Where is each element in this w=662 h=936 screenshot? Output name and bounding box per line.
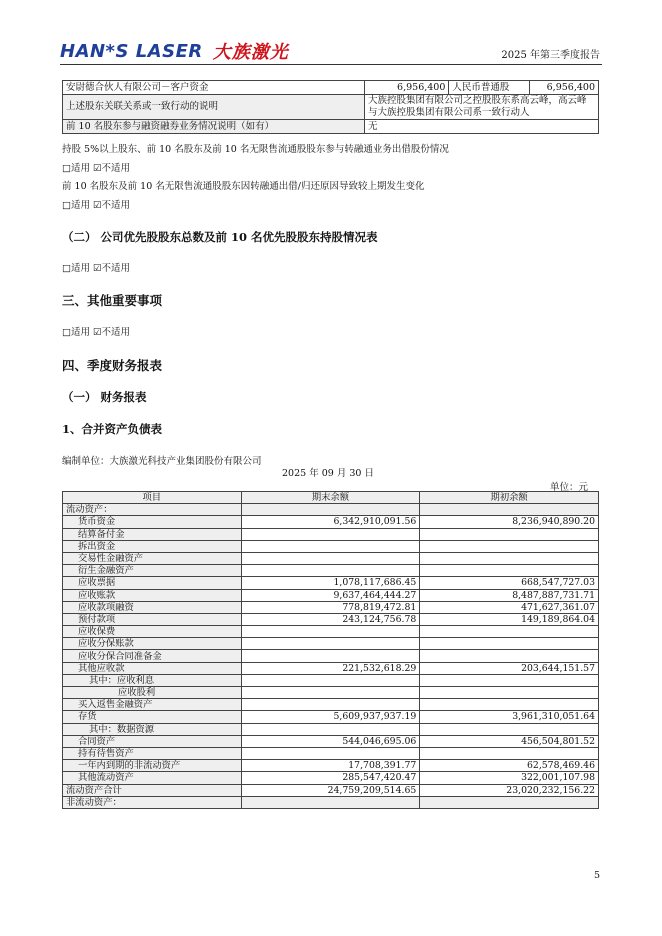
end-balance: 285,547,420.47: [241, 772, 420, 784]
end-balance: [241, 528, 420, 540]
table-row: [63, 626, 599, 638]
end-balance: [241, 626, 420, 638]
row-label: 应收款项融资: [63, 601, 242, 613]
row-label: 一年内到期的非流动资产: [63, 760, 242, 772]
begin-balance: [420, 699, 599, 711]
end-balance: [241, 699, 420, 711]
column-header: 项目: [63, 492, 242, 504]
table-row: [63, 540, 599, 552]
row-label: 其他应收款: [63, 662, 242, 674]
table-row: [63, 662, 599, 674]
paragraph: 前 10 名股东及前 10 名无限售流通股股东因转融通出借/归还原因导致较上期发生变化: [62, 181, 425, 192]
row-label: 买入返售金融资产: [63, 699, 242, 711]
table-row: [63, 638, 599, 650]
end-balance: [241, 552, 420, 564]
table-row: [63, 504, 599, 516]
table-header-row: [63, 492, 599, 504]
table-row: [63, 650, 599, 662]
table-row: [63, 772, 599, 784]
begin-balance: 471,627,361.07: [420, 601, 599, 613]
end-balance: 243,124,756.78: [241, 613, 420, 625]
logo-text-cn: 大族激光: [212, 42, 289, 63]
row-label: 衍生金融资产: [63, 565, 242, 577]
begin-balance: 8,487,887,731.71: [420, 589, 599, 601]
table-row: [63, 747, 599, 759]
applicability-check: □适用 ☑不适用: [62, 163, 131, 174]
end-balance: 9,637,464,444.27: [241, 589, 420, 601]
begin-balance: 149,189,864.04: [420, 613, 599, 625]
balance-sheet-table: [62, 491, 599, 809]
row-label: 应收分保合同准备金: [63, 650, 242, 662]
begin-balance: [420, 638, 599, 650]
row-label: 结算备付金: [63, 528, 242, 540]
end-balance: [241, 747, 420, 759]
begin-balance: [420, 540, 599, 552]
end-balance: [241, 650, 420, 662]
shareholder-shares: 6,956,400: [364, 81, 448, 95]
end-balance: [241, 540, 420, 552]
section-heading: 1、合并资产负债表: [62, 422, 163, 436]
begin-balance: 23,020,232,156.22: [420, 784, 599, 796]
end-balance: [241, 638, 420, 650]
table-row: [63, 784, 599, 796]
row-label: 合同资产: [63, 735, 242, 747]
table-row: [63, 516, 599, 528]
end-balance: [241, 723, 420, 735]
row-label: 流动资产：: [63, 504, 242, 516]
margin-label: 前 10 名股东参与融资融券业务情况说明（如有）: [63, 120, 365, 134]
table-row: [63, 723, 599, 735]
row-label: 应收账款: [63, 589, 242, 601]
applicability-check: □适用 ☑不适用: [62, 263, 131, 274]
share-qty: 6,956,400: [530, 81, 599, 95]
begin-balance: [420, 528, 599, 540]
relation-value: 大族控股集团有限公司之控股股东系高云峰，高云峰与大族控股集团有限公司系一致行动人: [364, 95, 598, 120]
table-row: [63, 601, 599, 613]
begin-balance: [420, 723, 599, 735]
table-row: [63, 735, 599, 747]
page-number: 5: [593, 870, 600, 881]
report-title: 2025 年第三季度报告: [501, 50, 600, 61]
row-label: 应收股利: [63, 687, 242, 699]
end-balance: 221,532,618.29: [241, 662, 420, 674]
table-row: [63, 552, 599, 564]
row-label: 交易性金融资产: [63, 552, 242, 564]
logo-text-en: HAN*S LASER: [60, 40, 203, 62]
row-label: 非流动资产：: [63, 796, 242, 808]
row-label: 流动资产合计: [63, 784, 242, 796]
end-balance: [241, 687, 420, 699]
paragraph: 持股 5%以上股东、前 10 名股东及前 10 名无限售流通股股东参与转融通业务出借股份情况: [62, 144, 449, 155]
share-type: 人民币普通股: [449, 81, 530, 95]
end-balance: 17,708,391.77: [241, 760, 420, 772]
begin-balance: 203,644,151.57: [420, 662, 599, 674]
begin-balance: [420, 650, 599, 662]
row-label: 其中：数据资源: [63, 723, 242, 735]
row-label: 其中：应收利息: [63, 674, 242, 686]
company-logo: [60, 38, 289, 64]
end-balance: [241, 796, 420, 808]
currency-unit: 单位：元: [549, 482, 588, 493]
compiler-unit: 编制单位：大族激光科技产业集团股份有限公司: [62, 456, 262, 467]
end-balance: 5,609,937,937.19: [241, 711, 420, 723]
begin-balance: [420, 674, 599, 686]
table-row: [63, 120, 599, 134]
table-row: [63, 565, 599, 577]
section-heading: 四、季度财务报表: [62, 358, 163, 373]
section-heading: 三、其他重要事项: [62, 293, 163, 308]
table-row: [63, 81, 599, 95]
begin-balance: [420, 565, 599, 577]
end-balance: [241, 504, 420, 516]
begin-balance: [420, 626, 599, 638]
column-header: 期初余额: [420, 492, 599, 504]
begin-balance: 62,578,469.46: [420, 760, 599, 772]
row-label: 拆出资金: [63, 540, 242, 552]
begin-balance: [420, 687, 599, 699]
table-row: [63, 687, 599, 699]
table-row: [63, 589, 599, 601]
begin-balance: 456,504,801.52: [420, 735, 599, 747]
table-row: [63, 528, 599, 540]
row-label: 货币资金: [63, 516, 242, 528]
begin-balance: [420, 504, 599, 516]
begin-balance: 322,001,107.98: [420, 772, 599, 784]
begin-balance: [420, 796, 599, 808]
table-row: [63, 613, 599, 625]
row-label: 其他流动资产: [63, 772, 242, 784]
section-heading: （二） 公司优先股股东总数及前 10 名优先股股东持股情况表: [62, 230, 378, 244]
row-label: 存货: [63, 711, 242, 723]
end-balance: [241, 565, 420, 577]
table-row: [63, 674, 599, 686]
relation-label: 上述股东关联关系或一致行动的说明: [63, 95, 365, 120]
column-header: 期末余额: [241, 492, 420, 504]
shareholder-table: [62, 80, 599, 134]
row-label: 持有待售资产: [63, 747, 242, 759]
table-row: [63, 577, 599, 589]
row-label: 应收保费: [63, 626, 242, 638]
shareholder-name: 安尉德合伙人有限公司－客户资金: [63, 81, 365, 95]
table-row: [63, 796, 599, 808]
end-balance: 24,759,209,514.65: [241, 784, 420, 796]
row-label: 应收票据: [63, 577, 242, 589]
end-balance: 1,078,117,686.45: [241, 577, 420, 589]
header-divider: [60, 64, 602, 65]
begin-balance: 3,961,310,051.64: [420, 711, 599, 723]
applicability-check: □适用 ☑不适用: [62, 200, 131, 211]
section-heading: （一） 财务报表: [62, 390, 147, 404]
margin-value: 无: [364, 120, 598, 134]
table-row: [63, 760, 599, 772]
table-row: [63, 711, 599, 723]
begin-balance: [420, 552, 599, 564]
table-row: [63, 699, 599, 711]
end-balance: 778,819,472.81: [241, 601, 420, 613]
table-row: [63, 95, 599, 120]
begin-balance: 668,547,727.03: [420, 577, 599, 589]
row-label: 预付款项: [63, 613, 242, 625]
end-balance: [241, 674, 420, 686]
end-balance: 544,046,695.06: [241, 735, 420, 747]
end-balance: 6,342,910,091.56: [241, 516, 420, 528]
begin-balance: 8,236,940,890.20: [420, 516, 599, 528]
row-label: 应收分保账款: [63, 638, 242, 650]
applicability-check: □适用 ☑不适用: [62, 327, 131, 338]
begin-balance: [420, 747, 599, 759]
report-date: 2025 年 09 月 30 日: [282, 468, 374, 479]
